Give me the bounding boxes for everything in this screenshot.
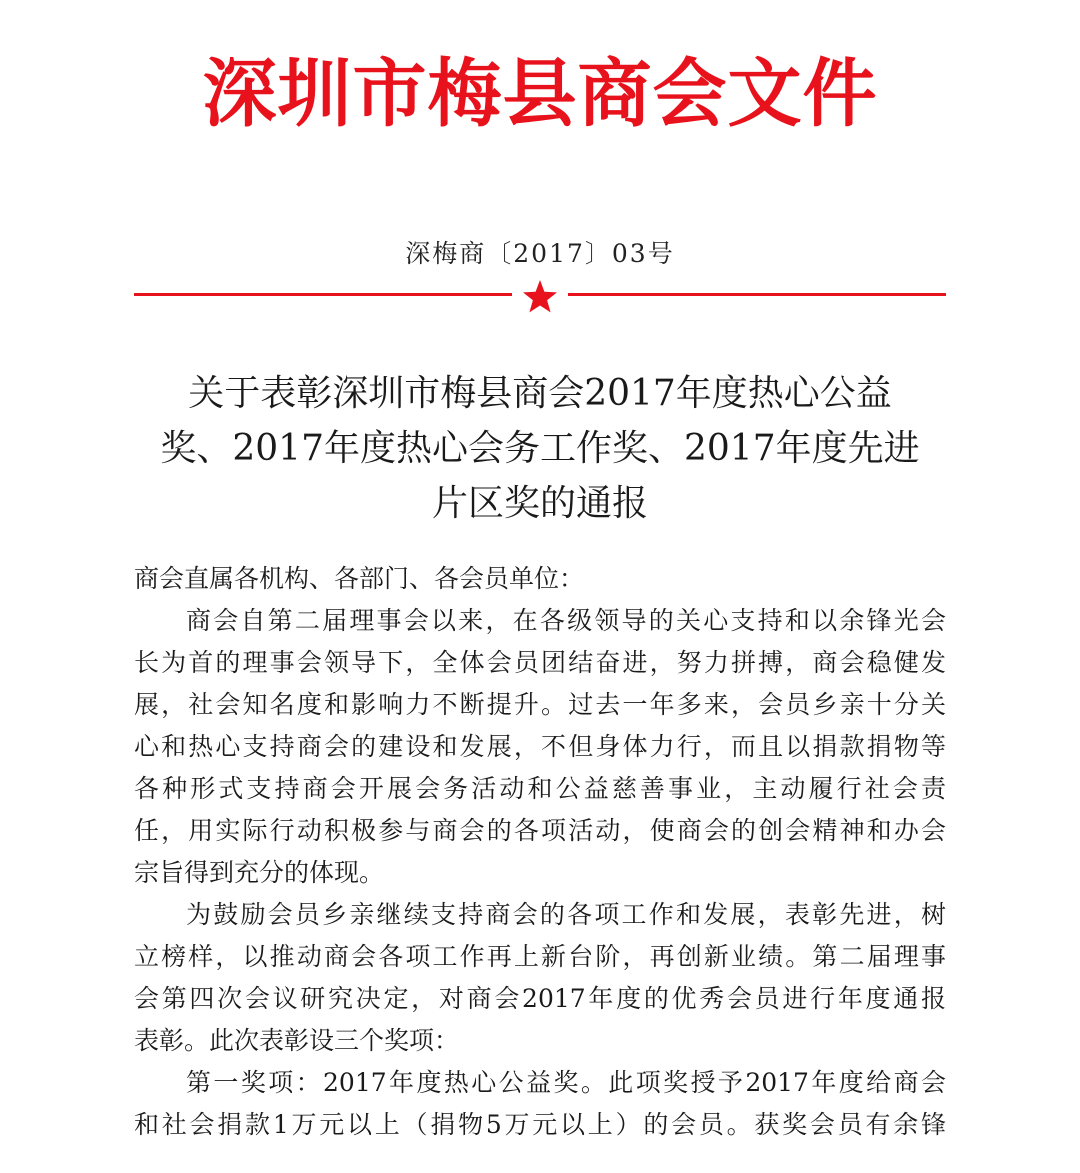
body-line: 立榜样，以推动商会各项工作再上新台阶，再创新业绩。第二届理事 <box>134 942 946 971</box>
document-body <box>134 558 946 1146</box>
title-line: 关于表彰深圳市梅县商会2017年度热心公益 <box>188 373 892 414</box>
title-line: 片区奖的通报 <box>431 483 648 524</box>
document-title <box>134 366 946 531</box>
body-line: 展，社会知名度和影响力不断提升。过去一年多来，会员乡亲十分关 <box>134 690 946 719</box>
body-line: 长为首的理事会领导下，全体会员团结奋进，努力拼搏，商会稳健发 <box>134 648 946 677</box>
body-line: 任，用实际行动积极参与商会的各项活动，使商会的创会精神和办会 <box>134 816 946 845</box>
body-line: 和社会捐款1万元以上（捐物5万元以上）的会员。获奖会员有余锋 <box>134 1110 946 1139</box>
body-line: 心和热心支持商会的建设和发展，不但身体力行，而且以捐款捐物等 <box>134 732 946 761</box>
divider-line-right <box>568 293 946 296</box>
masthead-title: 深圳市梅县商会文件 <box>202 51 878 137</box>
body-line: 表彰。此次表彰设三个奖项： <box>134 1026 460 1055</box>
body-line: 商会自第二届理事会以来，在各级领导的关心支持和以余锋光会 <box>186 606 946 635</box>
title-line: 奖、2017年度热心会务工作奖、2017年度先进 <box>160 428 920 469</box>
body-line: 宗旨得到充分的体现。 <box>134 858 385 887</box>
body-line: 第一奖项：2017年度热心公益奖。此项奖授予2017年度给商会 <box>186 1068 946 1097</box>
divider-line-left <box>134 293 512 296</box>
salutation: 商会直属各机构、各部门、各会员单位： <box>134 564 585 593</box>
body-line: 各种形式支持商会开展会务活动和公益慈善事业，主动履行社会责 <box>134 774 946 803</box>
star-icon <box>523 280 557 312</box>
body-line: 会第四次会议研究决定，对商会2017年度的优秀会员进行年度通报 <box>134 984 946 1013</box>
divider-graphic <box>134 279 946 315</box>
body-line: 为鼓励会员乡亲继续支持商会的各项工作和发展，表彰先进，树 <box>186 900 946 929</box>
red-divider <box>134 279 946 315</box>
document-number: 深梅商〔2017〕03号 <box>405 239 675 268</box>
